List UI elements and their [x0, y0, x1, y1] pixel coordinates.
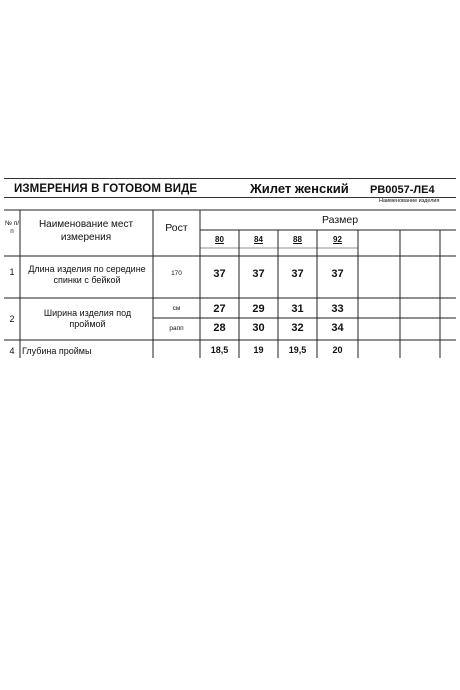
row-measurement-name: Глубина проймы — [22, 346, 92, 356]
table-cell-value: 37 — [252, 268, 265, 280]
row-height-value: 170 — [171, 270, 182, 277]
table-cell-value: 20 — [332, 345, 343, 355]
table-cell-value: 28 — [213, 322, 226, 334]
header-product-code: РВ0057-ЛЕ4 — [370, 184, 435, 196]
table-cell-value: 37 — [331, 268, 344, 280]
row-unit-label: см — [172, 305, 181, 312]
row-number: 4 — [9, 346, 15, 356]
table-cell-value: 37 — [213, 268, 226, 280]
row-number: 1 — [9, 267, 15, 277]
header-title: ИЗМЕРЕНИЯ В ГОТОВОМ ВИДЕ — [14, 183, 198, 195]
document-header — [4, 178, 456, 212]
row-number: 2 — [9, 314, 15, 324]
table-cell-value: 29 — [252, 303, 265, 315]
table-cell-value: 33 — [331, 303, 344, 315]
header-product-name: Жилет женский — [250, 181, 349, 196]
header-note: Наименование изделия — [379, 198, 440, 204]
size-label: 80 — [215, 235, 224, 244]
table-cell-value: 19 — [253, 345, 264, 355]
col-header-size: Размер — [321, 214, 359, 226]
table-cell-value: 37 — [291, 268, 304, 280]
size-label: 88 — [293, 235, 302, 244]
table-cell-value: 19,5 — [288, 345, 307, 355]
table-cell-value: 32 — [291, 322, 304, 334]
table-cell-value: 31 — [291, 303, 304, 315]
row-measurement-name: Длина изделия по середине спинки с бейкой — [28, 264, 146, 285]
size-label: 92 — [333, 235, 342, 244]
table-cell-value: 30 — [252, 322, 265, 334]
table-cell-value: 18,5 — [210, 345, 229, 355]
header-top-rule — [4, 178, 456, 179]
col-header-height: Рост — [165, 222, 188, 234]
col-header-number: № п/п — [4, 220, 20, 235]
table-cell-value: 34 — [331, 322, 344, 334]
table-cell-value: 27 — [213, 303, 226, 315]
row-unit-label: рапп — [169, 325, 184, 332]
row-measurement-name: Ширина изделия под проймой — [43, 308, 132, 329]
col-header-name: Наименование мест измерения — [38, 219, 134, 243]
size-label: 84 — [254, 235, 263, 244]
